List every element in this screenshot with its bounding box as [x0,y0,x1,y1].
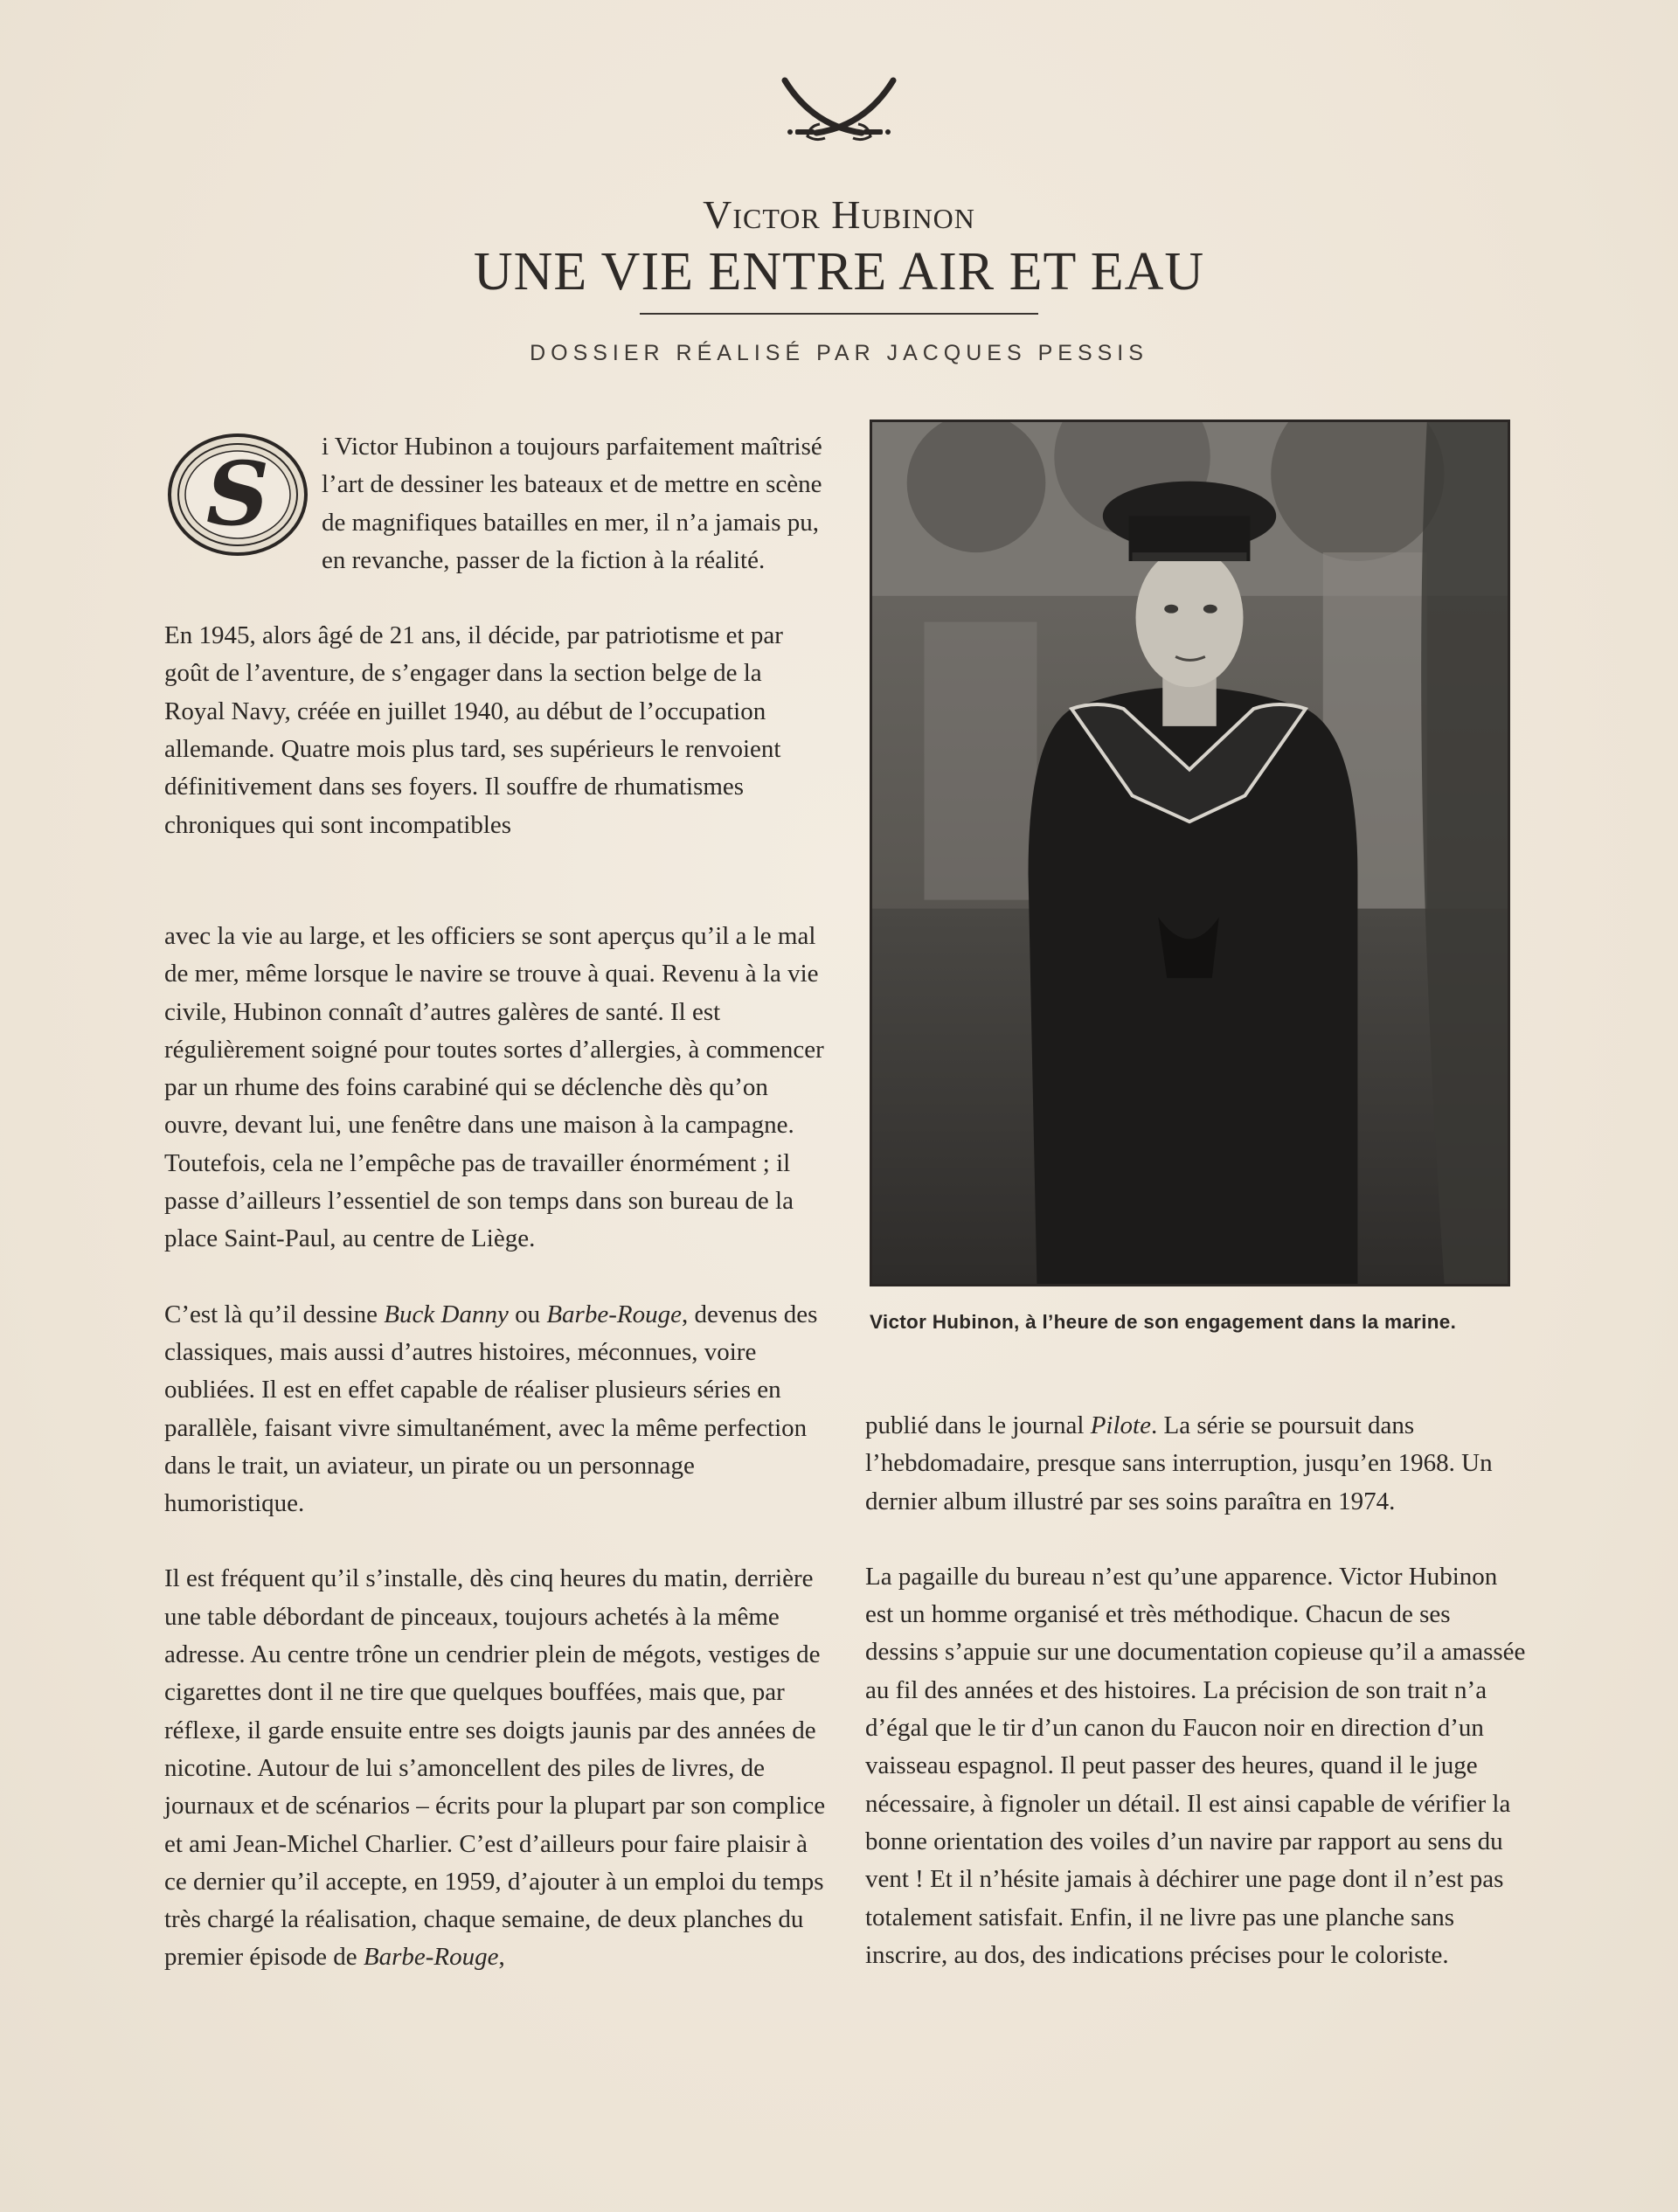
article-paragraph [164,428,829,579]
byline: DOSSIER RÉALISÉ PAR JACQUES PESSIS [530,341,1148,365]
article-column-left-top [164,428,829,844]
page-title: UNE VIE ENTRE AIR ET EAU [473,242,1205,302]
article-paragraph: avec la vie au large, et les officiers se sont aperçus qu’il a le mal de mer, même lorsque le navire se trouve à quai. Revenu à la vie civile, Hubinon connaît d’autres galères de santé. Il est régulièrement soigné pour toutes sortes d’allergies, à commencer par un rhume des foins carabiné qui se déclenche dès qu’on ouvre, devant lui, une fenêtre dans une maison à la campagne. Toutefois, cela ne l’empêche pas de travailler énormément ; il passe d’ailleurs l’essentiel de son temps dans son bureau de la place Saint-Paul, au centre de Liège. [164,922,824,1253]
title-divider [640,313,1038,315]
title-buck-danny: Buck Danny [384,1300,509,1328]
sailor-photo [870,420,1510,1286]
article-paragraph [164,1296,829,1523]
title-pilote: Pilote [1090,1411,1151,1439]
text-run: , devenus des classiques, mais aussi d’autres histoires, méconnues, voire oubliées. Il est en effet capable de réaliser plusieurs séries en parallèle, faisant vivre simultanément, avec la même perfection dans le trait, un aviateur, un pirate ou un personnage humoristique. [164,1300,818,1518]
article-column-left-bottom [164,918,829,1977]
author-name: Victor Hubinon [703,192,975,237]
photo-caption: Victor Hubinon, à l’heure de son engagement dans la marine. [870,1311,1457,1333]
dropcap-s-seal-icon [164,430,311,559]
title-barbe-rouge: Barbe-Rouge [546,1300,682,1328]
text-run: publié dans le journal [865,1411,1091,1439]
article-paragraph: En 1945, alors âgé de 21 ans, il décide, par patriotisme et par goût de l’aventure, de s’engager dans la section belge de la Royal Navy, créée en juillet 1940, au début de l’occupation allemande. Quatre mois plus tard, ses supérieurs le renvoient définitivement dans ses foyers. Il souffre de rhumatismes chroniques qui sont incompatibles [164,621,783,839]
text-run: ou [508,1300,547,1328]
article-column-right [865,1407,1529,1974]
text-run: Il est fréquent qu’il s’installe, dès cinq heures du matin, derrière une table débordant de pinceaux, toujours achetés à la même adresse. Au centre trône un cendrier plein de mégots, vestiges de cigarettes dont il ne tire que quelques bouffées, mais que, par réflexe, il garde ensuite entre ses doigts jaunis par des années de nicotine. Autour de lui s’amoncellent des piles de livres, de journaux et de scénarios – écrits pour la plupart par son complice et ami Jean-Michel Charlier. C’est d’ailleurs pour faire plaisir à ce dernier qu’il accepte, en 1959, d’ajouter à un emploi du temps très chargé la réalisation, chaque semaine, de deux planches du premier épisode de [164,1564,826,1972]
dropcap-letter: S [205,442,270,545]
text-run: . La série se poursuit dans l’hebdomadaire, presque sans interruption, jusqu’en 1968. Un dernier album illustré par ses soins paraîtra en 1974. [865,1411,1493,1515]
text-run: C’est là qu’il dessine [164,1300,385,1328]
article-paragraph [164,1560,829,1976]
paragraph-text: i Victor Hubinon a toujours parfaitement maîtrisé l’art de dessiner les bateaux et de mettre en scène de magnifiques batailles en mer, il n’a jamais pu, en revanche, passer de la fiction à la réalité. [322,433,822,574]
article-paragraph: La pagaille du bureau n’est qu’une apparence. Victor Hubinon est un homme organisé et très méthodique. Chacun de ses dessins s’appuie sur une documentation copieuse qu’il a amassée au fil des années et des histoires. La précision de son trait n’a d’égal que le tir d’un canon du Faucon noir en direction d’un vaisseau espagnol. Il peut passer des heures, quand il le juge nécessaire, à fignoler un détail. Il est ainsi capable de vérifier la bonne orientation des voiles d’un navire par rapport au sens du vent ! Et il n’hésite jamais à déchirer une page dont il n’est pas totalement satisfait. Enfin, il ne livre pas une planche sans inscrire, au dos, des indications précises pour le coloriste. [865,1562,1526,1969]
crossed-sabres-icon [778,72,900,145]
article-header [0,191,1678,366]
sailor-photo-illustration [872,422,1508,1284]
title-barbe-rouge: Barbe-Rouge [363,1943,499,1972]
text-run: , [498,1943,505,1972]
article-paragraph [865,1407,1529,1521]
